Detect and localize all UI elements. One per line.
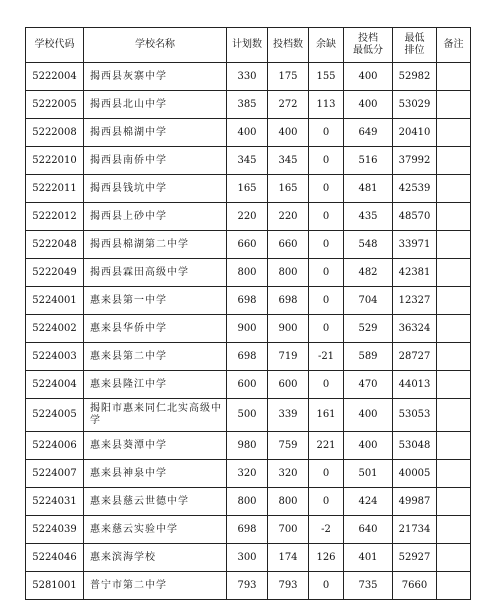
cell-school-name: 揭西县棉湖第二中学 <box>84 231 227 259</box>
cell-remarks <box>437 287 471 315</box>
cell-school-name: 揭西县钱坑中学 <box>84 175 227 203</box>
cell-min-score: 735 <box>344 572 393 600</box>
header-school-code: 学校代码 <box>26 28 84 63</box>
cell-school-code: 5224039 <box>26 516 84 544</box>
cell-school-name: 惠来县华侨中学 <box>84 315 227 343</box>
cell-admitted-count: 660 <box>268 231 309 259</box>
cell-shortfall: 0 <box>309 175 344 203</box>
cell-admitted-count: 320 <box>268 460 309 488</box>
table-row <box>26 231 471 259</box>
table-header-row <box>26 28 471 63</box>
cell-remarks <box>437 91 471 119</box>
cell-remarks <box>437 371 471 399</box>
cell-shortfall: 0 <box>309 119 344 147</box>
cell-shortfall: 0 <box>309 231 344 259</box>
header-shortfall: 余缺 <box>309 28 344 63</box>
cell-admitted-count: 175 <box>268 63 309 91</box>
cell-school-name: 揭阳市惠来同仁北实高级中学 <box>84 399 227 432</box>
table-row <box>26 460 471 488</box>
cell-remarks <box>437 572 471 600</box>
cell-school-code: 5222004 <box>26 63 84 91</box>
cell-admitted-count: 272 <box>268 91 309 119</box>
cell-plan-count: 800 <box>227 488 268 516</box>
cell-remarks <box>437 315 471 343</box>
cell-shortfall: 155 <box>309 63 344 91</box>
cell-min-score: 424 <box>344 488 393 516</box>
cell-admitted-count: 600 <box>268 371 309 399</box>
cell-shortfall: 0 <box>309 203 344 231</box>
cell-school-name: 揭西县南侨中学 <box>84 147 227 175</box>
cell-remarks <box>437 516 471 544</box>
cell-school-name: 普宁市第二中学 <box>84 572 227 600</box>
cell-min-score: 501 <box>344 460 393 488</box>
cell-plan-count: 345 <box>227 147 268 175</box>
cell-shortfall: 0 <box>309 572 344 600</box>
cell-min-rank: 7660 <box>393 572 437 600</box>
cell-shortfall: 0 <box>309 460 344 488</box>
cell-school-name: 揭西县上砂中学 <box>84 203 227 231</box>
cell-min-score: 548 <box>344 231 393 259</box>
cell-remarks <box>437 231 471 259</box>
cell-remarks <box>437 259 471 287</box>
cell-plan-count: 980 <box>227 432 268 460</box>
cell-shortfall: 0 <box>309 259 344 287</box>
cell-min-rank: 44013 <box>393 371 437 399</box>
cell-school-name: 惠来滨海学校 <box>84 544 227 572</box>
cell-school-code: 5222012 <box>26 203 84 231</box>
table-row <box>26 147 471 175</box>
table-row <box>26 119 471 147</box>
cell-plan-count: 165 <box>227 175 268 203</box>
cell-plan-count: 300 <box>227 544 268 572</box>
cell-admitted-count: 698 <box>268 287 309 315</box>
cell-school-code: 5224003 <box>26 343 84 371</box>
cell-shortfall: 0 <box>309 147 344 175</box>
cell-school-name: 惠来县隆江中学 <box>84 371 227 399</box>
cell-admitted-count: 174 <box>268 544 309 572</box>
table-row <box>26 315 471 343</box>
cell-remarks <box>437 175 471 203</box>
cell-school-code: 5222048 <box>26 231 84 259</box>
cell-min-rank: 20410 <box>393 119 437 147</box>
cell-admitted-count: 900 <box>268 315 309 343</box>
table-row <box>26 371 471 399</box>
cell-shortfall: 126 <box>309 544 344 572</box>
cell-school-code: 5224005 <box>26 399 84 432</box>
cell-plan-count: 698 <box>227 516 268 544</box>
cell-plan-count: 600 <box>227 371 268 399</box>
cell-plan-count: 660 <box>227 231 268 259</box>
cell-min-score: 400 <box>344 91 393 119</box>
cell-min-rank: 48570 <box>393 203 437 231</box>
cell-admitted-count: 719 <box>268 343 309 371</box>
cell-school-code: 5222005 <box>26 91 84 119</box>
table-row <box>26 63 471 91</box>
cell-admitted-count: 800 <box>268 259 309 287</box>
cell-min-rank: 21734 <box>393 516 437 544</box>
cell-min-score: 400 <box>344 63 393 91</box>
cell-admitted-count: 800 <box>268 488 309 516</box>
cell-plan-count: 698 <box>227 343 268 371</box>
cell-school-code: 5222010 <box>26 147 84 175</box>
cell-remarks <box>437 147 471 175</box>
cell-plan-count: 698 <box>227 287 268 315</box>
cell-shortfall: -21 <box>309 343 344 371</box>
admissions-table <box>25 27 471 600</box>
cell-min-rank: 40005 <box>393 460 437 488</box>
table-row <box>26 488 471 516</box>
cell-min-rank: 53048 <box>393 432 437 460</box>
header-remarks: 备注 <box>437 28 471 63</box>
cell-min-score: 589 <box>344 343 393 371</box>
table-row <box>26 91 471 119</box>
cell-min-score: 640 <box>344 516 393 544</box>
cell-min-rank: 53053 <box>393 399 437 432</box>
cell-remarks <box>437 203 471 231</box>
cell-school-name: 揭西县霖田高级中学 <box>84 259 227 287</box>
cell-shortfall: 0 <box>309 287 344 315</box>
table-row <box>26 259 471 287</box>
cell-plan-count: 220 <box>227 203 268 231</box>
cell-plan-count: 793 <box>227 572 268 600</box>
table-row <box>26 544 471 572</box>
cell-remarks <box>437 119 471 147</box>
cell-plan-count: 320 <box>227 460 268 488</box>
cell-min-rank: 42539 <box>393 175 437 203</box>
header-plan-count: 计划数 <box>227 28 268 63</box>
table-row <box>26 516 471 544</box>
cell-min-score: 400 <box>344 399 393 432</box>
table-row <box>26 287 471 315</box>
table-row <box>26 399 471 432</box>
cell-school-code: 5224004 <box>26 371 84 399</box>
cell-remarks <box>437 460 471 488</box>
cell-remarks <box>437 432 471 460</box>
cell-school-name: 揭西县北山中学 <box>84 91 227 119</box>
cell-admitted-count: 345 <box>268 147 309 175</box>
cell-shortfall: -2 <box>309 516 344 544</box>
cell-plan-count: 800 <box>227 259 268 287</box>
table-row <box>26 343 471 371</box>
cell-min-score: 516 <box>344 147 393 175</box>
cell-school-code: 5222049 <box>26 259 84 287</box>
cell-min-score: 529 <box>344 315 393 343</box>
cell-min-rank: 42381 <box>393 259 437 287</box>
cell-shortfall: 0 <box>309 371 344 399</box>
table-row <box>26 175 471 203</box>
cell-admitted-count: 165 <box>268 175 309 203</box>
cell-remarks <box>437 343 471 371</box>
cell-school-code: 5224006 <box>26 432 84 460</box>
table-row <box>26 432 471 460</box>
cell-min-rank: 28727 <box>393 343 437 371</box>
cell-remarks <box>437 544 471 572</box>
cell-shortfall: 113 <box>309 91 344 119</box>
table-row <box>26 572 471 600</box>
cell-school-code: 5224031 <box>26 488 84 516</box>
cell-remarks <box>437 399 471 432</box>
cell-school-name: 惠来县神泉中学 <box>84 460 227 488</box>
cell-min-score: 470 <box>344 371 393 399</box>
cell-min-score: 401 <box>344 544 393 572</box>
cell-plan-count: 500 <box>227 399 268 432</box>
cell-admitted-count: 759 <box>268 432 309 460</box>
cell-school-code: 5222008 <box>26 119 84 147</box>
cell-shortfall: 161 <box>309 399 344 432</box>
cell-admitted-count: 793 <box>268 572 309 600</box>
cell-school-code: 5224002 <box>26 315 84 343</box>
cell-school-name: 惠来县第一中学 <box>84 287 227 315</box>
cell-min-rank: 49987 <box>393 488 437 516</box>
cell-school-code: 5281001 <box>26 572 84 600</box>
header-school-name: 学校名称 <box>84 28 227 63</box>
cell-admitted-count: 700 <box>268 516 309 544</box>
cell-school-name: 惠来县葵潭中学 <box>84 432 227 460</box>
cell-shortfall: 0 <box>309 488 344 516</box>
cell-min-score: 704 <box>344 287 393 315</box>
cell-plan-count: 900 <box>227 315 268 343</box>
cell-school-code: 5222011 <box>26 175 84 203</box>
cell-min-rank: 52927 <box>393 544 437 572</box>
cell-min-rank: 52982 <box>393 63 437 91</box>
cell-remarks <box>437 63 471 91</box>
cell-admitted-count: 400 <box>268 119 309 147</box>
cell-min-score: 481 <box>344 175 393 203</box>
header-min-rank: 最低 排位 <box>393 28 437 63</box>
table-body <box>26 63 471 600</box>
cell-min-rank: 33971 <box>393 231 437 259</box>
cell-school-code: 5224046 <box>26 544 84 572</box>
cell-school-name: 惠来县第二中学 <box>84 343 227 371</box>
cell-min-rank: 37992 <box>393 147 437 175</box>
cell-min-score: 435 <box>344 203 393 231</box>
cell-plan-count: 400 <box>227 119 268 147</box>
cell-min-score: 400 <box>344 432 393 460</box>
cell-school-name: 惠来县慈云世德中学 <box>84 488 227 516</box>
cell-school-name: 惠来慈云实验中学 <box>84 516 227 544</box>
cell-shortfall: 221 <box>309 432 344 460</box>
cell-shortfall: 0 <box>309 315 344 343</box>
cell-school-code: 5224001 <box>26 287 84 315</box>
cell-min-score: 482 <box>344 259 393 287</box>
table-row <box>26 203 471 231</box>
cell-min-rank: 36324 <box>393 315 437 343</box>
cell-plan-count: 330 <box>227 63 268 91</box>
header-min-score: 投档 最低分 <box>344 28 393 63</box>
cell-min-rank: 53029 <box>393 91 437 119</box>
cell-plan-count: 385 <box>227 91 268 119</box>
cell-min-score: 649 <box>344 119 393 147</box>
cell-school-name: 揭西县棉湖中学 <box>84 119 227 147</box>
cell-remarks <box>437 488 471 516</box>
cell-admitted-count: 339 <box>268 399 309 432</box>
cell-admitted-count: 220 <box>268 203 309 231</box>
cell-school-code: 5224007 <box>26 460 84 488</box>
header-admitted-count: 投档数 <box>268 28 309 63</box>
cell-min-rank: 12327 <box>393 287 437 315</box>
cell-school-name: 揭西县灰寨中学 <box>84 63 227 91</box>
